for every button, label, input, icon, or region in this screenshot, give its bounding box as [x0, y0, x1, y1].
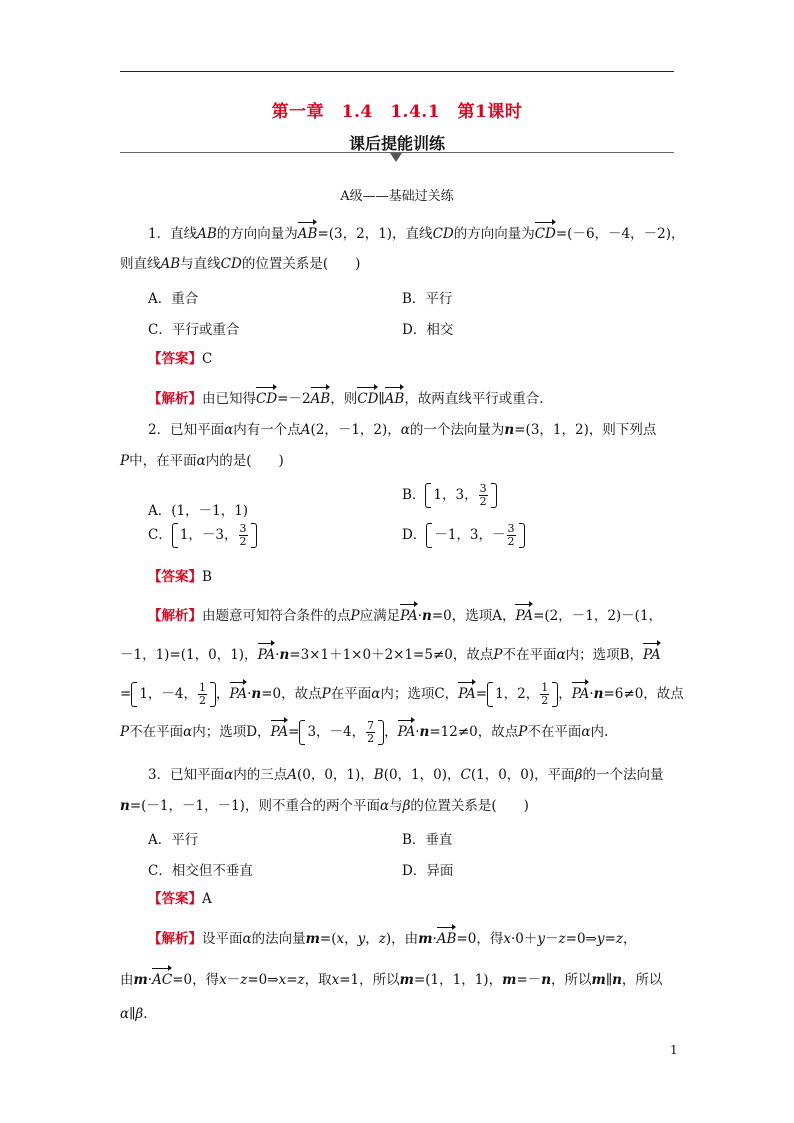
q2-option-b: B． 1，3， $\frac{3}{2}$: [402, 483, 497, 508]
q3-analysis-line-1: 【解析】设平面α的法向量m=(x，y，z)，由m·AB=0，得x·0＋y－z=0⇒y=z，: [148, 931, 637, 947]
q3-option-c: C．相交但不垂直: [148, 863, 253, 879]
triangle-marker-icon: [390, 153, 402, 162]
page-number: 1: [670, 1043, 678, 1057]
q2-option-d: D． －1，3，－ $\frac{3}{2}$: [402, 523, 525, 548]
q3-analysis-line-2: 由m·AC=0，得x－z=0⇒x=z，取x=1，所以m=(1，1，1)，m=－n，所以m∥n，所以: [120, 972, 663, 988]
q1-stem-line-1: 1．直线AB的方向向量为AB=(3，2，1)，直线CD的方向向量为CD=(－6，－4，－2)，: [148, 226, 685, 242]
q1-option-a: A．重合: [148, 291, 199, 307]
q2-answer: 【答案】B: [148, 569, 212, 585]
q3-stem-line-1: 3．已知平面α内的三点A(0，0，1)，B(0，1，0)，C(1，0，0)，平面β的一个法向量: [148, 767, 664, 783]
q1-option-d: D．相交: [402, 322, 454, 338]
q3-answer: 【答案】A: [148, 891, 212, 907]
q3-stem-line-2: n=(－1，－1，－1)，则不重合的两个平面α与β的位置关系是( ): [120, 798, 529, 814]
q2-stem-line-1: 2．已知平面α内有一个点A(2，－1，2)，α的一个法向量为n=(3，1，2)，则下列点: [148, 422, 657, 438]
q1-option-c: C．平行或重合: [148, 322, 240, 338]
q1-option-b: B．平行: [402, 291, 453, 307]
q2-analysis-line-4: P不在平面α内；选项D，PA= 3，－4， $\frac{7}{2}$ ，PA·n=12≠0，故点P不在平面α内.: [120, 719, 609, 745]
q2-analysis-line-3: = 1，－4， $\frac{1}{2}$ ，PA·n=0，故点P在平面α内；选项C，PA= 1，2， $\frac{1}{2}$ ，PA·n=6≠0，故点: [120, 681, 684, 707]
q3-analysis-line-3: α∥β.: [120, 1006, 148, 1022]
q2-option-c: C． 1，－3， $\frac{3}{2}$: [148, 523, 257, 548]
q1-answer: 【答案】C: [148, 351, 213, 367]
q3-option-d: D．异面: [402, 863, 454, 879]
q2-option-a: A．(1，－1，1): [148, 503, 249, 519]
section-heading: A级——基础过关练: [340, 189, 454, 204]
q2-analysis-line-1: 【解析】由题意可知符合条件的点P应满足PA·n=0，选项A，PA=(2，－1，2)－(1，: [148, 608, 663, 624]
q3-option-a: A．平行: [148, 832, 199, 848]
q1-stem-line-2: 则直线AB与直线CD的位置关系是( ): [120, 256, 361, 272]
q2-analysis-line-2: －1，1)=(1，0，1)，PA·n=3×1＋1×0＋2×1=5≠0，故点P不在平面α内；选项B，PA: [120, 647, 661, 663]
page-subtitle: 课后提能训练: [348, 134, 445, 153]
q3-option-b: B．垂直: [402, 832, 453, 848]
page-title: 第一章 1.4 1.4.1 第1课时: [271, 102, 523, 122]
q1-analysis: 【解析】由已知得CD=－2AB，则CD∥AB，故两直线平行或重合.: [148, 391, 544, 407]
header-rule: [120, 71, 674, 72]
q2-stem-line-2: P中，在平面α内的是( ): [120, 453, 284, 469]
